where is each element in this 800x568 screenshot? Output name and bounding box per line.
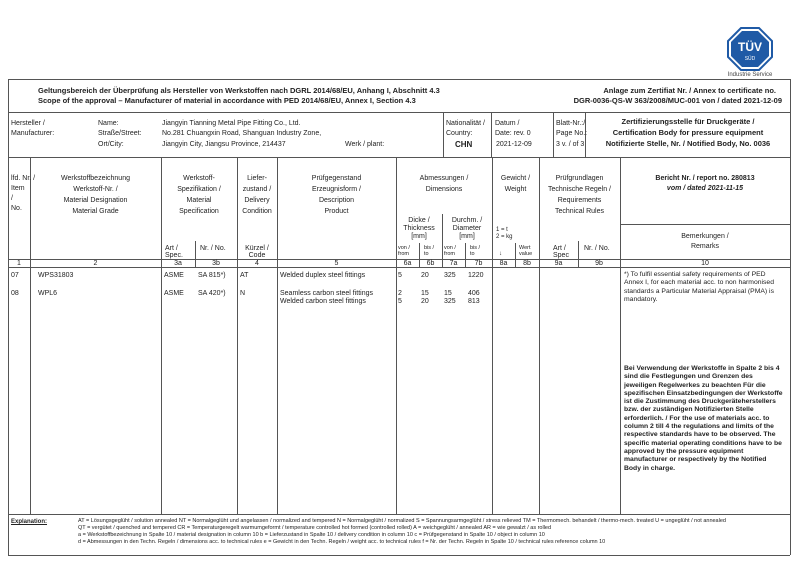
remarks-split [620,224,790,225]
explanation-line-4: d = Abmessungen in den Techn. Regeln / dimensions acc. to technical rules e = Gewicht in den Techn. Regeln / weight acc. to technical rules f = Nr. der Techn. Regeln in Spalte 10 / technical rules reference column 10 [78,539,606,545]
hdr-diameter-b: Diameter [452,225,482,232]
label-city: Ort/City: [98,141,124,148]
colnum: 9a [554,260,563,267]
row-07-d-from: 325 [444,272,456,279]
row-07-spec: ASME [164,272,184,279]
colnum: 7a [449,260,458,267]
hdr-c2-d: Material Grade [72,208,119,215]
svg-text:TÜV: TÜV [738,40,762,54]
label-country: Country: [446,130,473,137]
row-08-product-2: Welded carbon steel fittings [280,298,366,305]
row-07-no: 07 [11,272,19,279]
title-de: Geltungsbereich der Überprüfung als Hersteller von Werkstoffen nach DGRL 2014/68/EU, Anhang I, Abschnitt 4.3 [38,86,440,95]
hdr-remarks-en: Remarks [690,243,719,250]
report-number: Bericht Nr. / report no. 280813 [655,175,755,182]
row-08-no: 08 [11,290,19,297]
rule-table-bottom [8,514,790,515]
colnum: 3b [212,260,220,267]
row-07-grade: WPS31803 [38,272,74,279]
hdr-c1-d: No. [11,205,22,212]
manufacturer-name: Jiangyin Tianning Metal Pipe Fitting Co., Ltd. [162,120,301,127]
hdr-7a-from-b: from [444,251,455,257]
col-div [620,157,621,514]
colnum: 5 [334,260,339,267]
hdr-c4-b: zustand / [242,186,272,193]
explanation-label: Explanation: [11,519,48,525]
date-value: 2021-12-09 [496,141,532,148]
hdr-c8-b: Weight [504,186,527,193]
hdr-c6-a: Abmessungen / [419,175,469,182]
hdr-c8b-b: value [519,251,533,257]
hdr-c5-c: Description [318,197,354,204]
row-08-product-1: Seamless carbon steel fittings [280,290,373,297]
row-08-t-from-1: 2 [398,290,402,297]
hdr-c3-c: Material [186,197,212,204]
manufacturer-street: No.281 Chuangxin Road, Shanguan Industry Zone, [162,130,322,137]
report-date: vom / dated 2021-11-15 [666,185,744,192]
hdr-7b-to-a: bis / [470,245,481,251]
label-hersteller: Hersteller / [11,120,45,127]
hdr-remarks-de: Bemerkungen / [681,233,729,240]
hdr-thickness-c: [mm] [411,233,427,240]
frame-top [8,79,790,80]
colnum: 2 [93,260,98,267]
hdr-c3b: Nr. / No. [200,245,226,252]
annex-label: Anlage zum Zertifiat Nr. / Annex to certificate no. [603,86,776,95]
label-street: Straße/Street: [98,130,142,137]
hdr-thickness-b: Thickness [403,225,435,232]
div-page [553,112,554,157]
frame-right [790,79,791,555]
hdr-6a-from-a: von / [398,245,410,251]
row-08-d-from-1: 15 [444,290,452,297]
row-07-d-to: 1220 [468,272,484,279]
hdr-7b-to-b: to [470,251,475,257]
notified-body: Notifizierte Stelle, Nr. / Notified Body, No. 0036 [605,139,771,148]
annex-number: DGR-0036-QS-W 363/2008/MUC-001 von / dated 2021-12-09 [573,96,782,105]
hdr-c3a-a: Art / [165,245,178,252]
page-value: 3 v. / of 3 [556,141,585,148]
frame-left [8,79,9,555]
label-name: Name: [98,120,119,127]
title-en: Scope of the approval – Manufacturer of material in accordance with PED 2014/68/EU, Annex I, Section 4.3 [38,96,416,105]
hdr-c3-a: Werkstoff- [183,175,215,182]
row-07-product: Welded duplex steel fittings [280,272,366,279]
row-08-d-to-1: 406 [468,290,480,297]
hdr-c5-a: Prüfgegenstand [311,175,362,182]
hdr-diameter-c: [mm] [459,233,475,240]
hdr-c2-a: Werkstoffbezeichnung [60,175,130,182]
hdr-c9-a: Prüfgrundlagen [555,175,604,182]
hdr-c1-b: Item [11,185,25,192]
hdr-c8b-a: Wert [519,245,531,251]
hdr-c9-b: Technische Regeln / [547,186,612,193]
hdr-6b-to-a: bis / [424,245,435,251]
label-date: Date: rev. 0 [495,130,531,137]
row-07-specno: SA 815*) [198,272,226,279]
row-07-t-from: 5 [398,272,402,279]
col-div [492,157,493,514]
colnum: 10 [701,260,709,267]
remark-usage: Bei Verwendung der Werkstoffe in Spalte 2 bis 4 sind die Festlegungen und Grenzen des jeweiligen Regelwerkes zu beachten Für die spezifischen Einsatzbedingungen der Werkstoffe ist die Zustimmung des Druckgeräteherstellers bzw. der zuständigen Notifizierten Stelle erforderlich. / For the use of materials acc. to column 2 till 4 the regulations and limits of the respective standards have to be observed. The specific material operating conditions have to be approved by the pressure equipment manufacturer or respectively by the Notified Body in charge. [624,365,783,472]
row-08-specno: SA 420*) [198,290,226,297]
hdr-c4-d: Condition [242,208,272,215]
colnum: 9b [595,260,603,267]
hdr-c8-unit1: 1 = t [496,227,508,233]
hdr-c3a-b: Spec. [165,252,183,259]
row-07-t-to: 20 [421,272,429,279]
hdr-c9b: Nr. / No. [584,245,610,252]
colnum: 8a [499,260,508,267]
explanation-line-3: a = Werkstoffbezeichnung in Spalte 10 / material designation in column 10 b = Lieferzustand in Spalte 10 / delivery condition in column 10 c = Prüfgegenstand in Spalte 10 / object in column 10 [78,532,545,538]
country-value: CHN [455,140,473,149]
hdr-c9a-a: Art / [553,245,566,252]
hdr-thickness-a: Dicke / [408,217,430,224]
hdr-c4a-b: Code [248,252,266,259]
label-plant: Werk / plant: [345,141,385,148]
hdr-6b-to-b: to [424,251,429,257]
row-08-code: N [240,290,246,297]
row-08-t-to-2: 20 [421,298,429,305]
hdr-c8-a: Gewicht / [500,175,531,182]
row-07-code: AT [240,272,249,279]
div-date [491,112,492,157]
explanation-line-2: QT = vergütet / quenched and tempered CR = Temperaturgeregelt warmumgeformt / temperature controlled hot formed (controlled rolled) A = weichgeglüht / annealed AR = wie gewalzt / as rolled [78,525,552,531]
hdr-c4-c: Delivery [244,197,270,204]
row-08-t-to-1: 15 [421,290,429,297]
hdr-c8a-arrow: ↓ [499,251,502,257]
cert-body-de: Zertifizierungsstelle für Druckgeräte / [621,117,755,126]
hdr-c5-b: Erzeugnisform / [311,186,362,193]
label-page: Page No.: [556,130,588,137]
hdr-6a-from-b: from [398,251,409,257]
rule-manufacturer-bottom [8,157,790,158]
hdr-c3-d: Specification [179,208,219,215]
colnum: 4 [255,260,259,267]
hdr-c2-b: Werkstoff-Nr. / [73,186,118,193]
colnum: 6a [403,260,412,267]
logo-caption: Industrie Service [727,72,773,78]
hdr-c1-a: lfd. Nr. / [11,175,36,182]
row-08-d-to-2: 813 [468,298,480,305]
colnum: 8b [523,260,531,267]
tuv-octagon-icon [727,27,773,71]
colnum: 7b [474,260,483,267]
label-manufacturer: Manufacturer: [11,130,55,137]
hdr-c3-b: Spezifikation / [177,186,221,193]
hdr-c6-b: Dimensions [425,186,463,193]
hdr-c9-d: Technical Rules [554,208,605,215]
label-datum: Datum / [495,120,520,127]
manufacturer-city: Jiangyin City, Jiangsu Province, 214437 [162,141,286,148]
colnum: 3a [174,260,182,267]
rule-title-bottom [8,112,790,113]
label-blatt: Blatt-Nr.:/ [556,120,586,127]
label-nationality: Nationalität / [446,120,485,127]
row-08-spec: ASME [164,290,184,297]
div-nation [443,112,444,157]
hdr-c4-a: Liefer- [247,175,267,182]
row-08-d-from-2: 325 [444,298,456,305]
hdr-c9a-b: Spec [553,252,569,259]
colnum: 6b [426,260,435,267]
hdr-c2-c: Material Designation [63,197,128,204]
hdr-diameter-a: Durchm. / [451,217,483,224]
hdr-c5-d: Product [324,208,349,215]
hdr-c4a-a: Kürzel / [245,245,269,252]
tuv-logo [727,27,773,71]
explanation-line-1: AT = Lösungsgeglüht / solution annealed NT = Normalgeglüht und angelassen / normalized and tempered N = Normalgeglüht / normalized S = Spannungsarmgeglüht / stress relieved TM = Thermomech. behandelt / thermo-mech. treated U = ungeglüht / not annealed [78,518,726,524]
col-div [396,157,397,514]
cert-body-en: Certification Body for pressure equipment [612,128,764,137]
svg-text:SÜD: SÜD [744,56,756,62]
row-08-t-from-2: 5 [398,298,402,305]
colnum: 1 [17,260,21,267]
hdr-7a-from-a: von / [444,245,456,251]
hdr-c9-c: Requirements [557,197,602,204]
remark-pma: *) To fulfil essential safety requirements of PED Annex I, for each material acc. to non harmonised standards a Particular Material Appraisal (PMA) is mandatory. [624,271,774,303]
frame-bottom [8,555,790,556]
hdr-c1-c: / [11,195,13,202]
row-08-grade: WPL6 [38,290,58,297]
hdr-c8-unit2: 2 = kg [496,234,513,240]
